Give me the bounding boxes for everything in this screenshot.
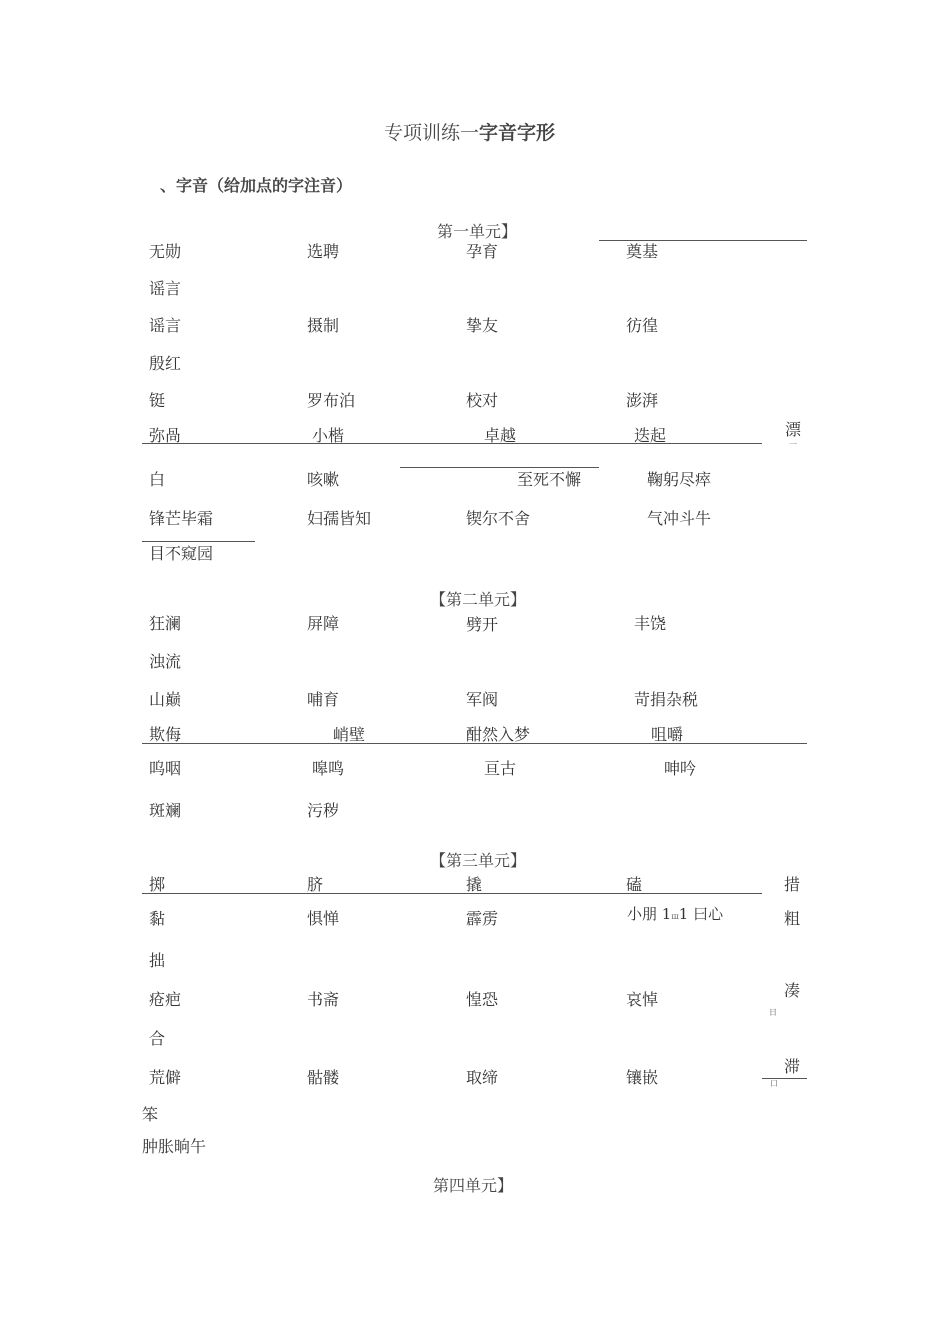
word: 彷徨 [626,316,659,335]
word: 霹雳 [466,909,499,928]
word: 锋芒毕霜 [149,509,214,528]
word: 摄制 [307,316,340,335]
word: 黏 [149,909,166,928]
word: 肿胀晌午 [142,1137,207,1156]
rule-line [762,1078,807,1079]
word: 撬 [466,875,483,894]
word: 山巅 [149,690,182,709]
word: 哺育 [307,690,340,709]
word: 斑斓 [149,801,182,820]
word: 妇孺皆知 [307,509,372,528]
word: 污秽 [307,801,340,820]
word: 丰饶 [634,614,667,633]
word: 锲尔不舍 [466,509,531,528]
word: 亘古 [484,759,517,778]
title-bold: 字音字形 [479,122,556,144]
word: 措 [784,875,801,894]
word: 呻吟 [664,759,697,778]
margin-mark: 一 [789,440,797,449]
word: 咀嚼 [651,725,684,744]
word: 疮疤 [149,990,182,1009]
word: 无勋 [149,242,182,261]
word: 骷髅 [307,1068,340,1087]
word: 欺侮 [149,725,182,744]
word: 挚友 [466,316,499,335]
page-title [384,124,555,142]
unit-1-heading: 第一单元】 [437,222,518,241]
word: 哀悼 [626,990,659,1009]
word: 书斋 [307,990,340,1009]
word: 奠基 [626,242,659,261]
word: 酣然入梦 [466,725,531,744]
rule-line [142,893,762,894]
word: 殷红 [149,354,182,373]
word: 罗布泊 [307,391,356,410]
word: 校对 [466,391,499,410]
word: 掷 [149,875,166,894]
garbled-word: 小朋 1ш1 曰心 [627,905,724,923]
word: 澎湃 [626,391,659,410]
rule-line [400,467,599,468]
word: 镶嵌 [626,1068,659,1087]
word: 军阀 [466,690,499,709]
word: 呜咽 [149,759,182,778]
word: 鞠躬尽瘁 [647,470,712,489]
word: 苛捐杂税 [634,690,699,709]
word: 取缔 [466,1068,499,1087]
word: 狂澜 [149,614,182,633]
title-main: 专项训练一 [384,122,480,144]
word: 选聘 [307,242,340,261]
rule-line [142,443,762,444]
word: 惶恐 [466,990,499,1009]
word: 屏障 [307,614,340,633]
word: 峭壁 [333,725,366,744]
word: 迭起 [634,426,667,445]
word: 荒僻 [149,1068,182,1087]
word: 浊流 [149,652,182,671]
unit-4-heading: 第四单元】 [433,1176,514,1195]
word: 笨 [142,1105,159,1124]
unit-3-heading: 【第三单元】 [430,851,527,870]
word: 滞 [784,1057,801,1076]
word: 劈开 [466,615,499,634]
word: 小楷 [312,426,345,445]
word: 磕 [626,875,643,894]
section-heading: 、字音（给加点的字注音） [160,176,353,195]
word: 卓越 [484,426,517,445]
margin-mark: 日 [769,1008,777,1017]
word: 谣言 [149,316,182,335]
word: 嗥鸣 [312,759,345,778]
rule-line [599,240,807,241]
word: 白 [149,470,166,489]
word: 脐 [307,875,324,894]
rule-line [142,743,807,744]
word: 粗 [784,909,801,928]
word: 合 [149,1029,166,1048]
word: 谣言 [149,279,182,298]
word: 铤 [149,391,166,410]
word: 惧惮 [307,909,340,928]
word: 拙 [149,951,166,970]
word: 孕育 [466,242,499,261]
word: 咳嗽 [307,470,340,489]
word: 漂 [785,420,802,439]
word: 弥咼 [149,426,182,445]
word: 气冲斗牛 [647,509,712,528]
word: 至死不懈 [517,470,582,489]
rule-line [142,541,255,542]
unit-2-heading: 【第二单元】 [430,590,527,609]
margin-mark: 口 [770,1079,778,1088]
word: 凑 [784,981,801,1000]
word: 目不窥园 [149,544,214,563]
